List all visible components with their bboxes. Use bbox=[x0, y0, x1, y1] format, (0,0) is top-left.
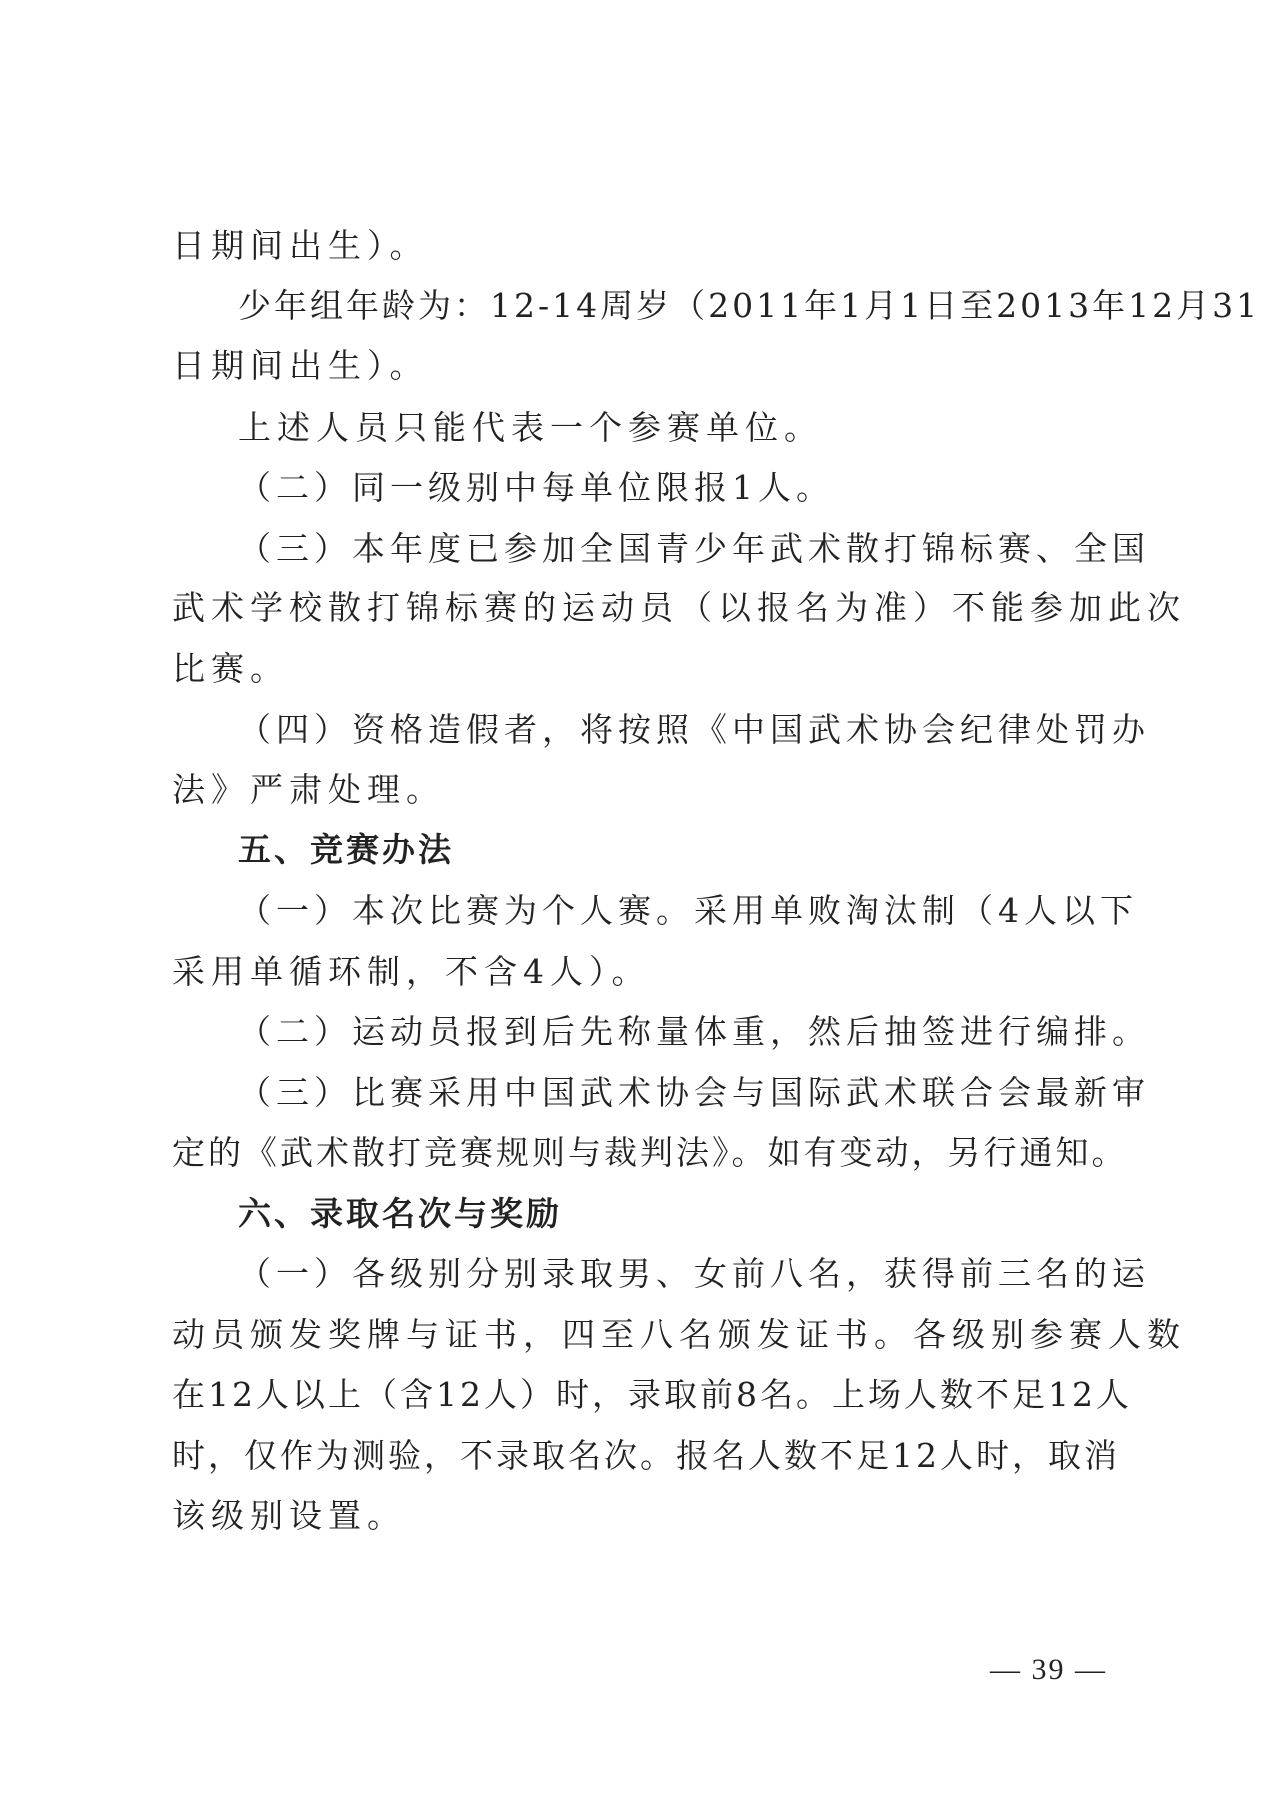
text-line: 定的《武术散打竞赛规则与裁判法》。如有变动，另行通知。 bbox=[172, 1133, 1128, 1172]
section-heading: 六、录取名次与奖励 bbox=[238, 1194, 562, 1233]
text-line: （四）资格造假者，将按照《中国武术协会纪律处罚办 bbox=[238, 710, 1150, 749]
text-line: 法》严肃处理。 bbox=[172, 770, 445, 809]
text-line: 采用单循环制，不含4人）。 bbox=[172, 952, 651, 991]
text-line: （二）同一级别中每单位限报1人。 bbox=[238, 468, 834, 507]
text-line: 武术学校散打锦标赛的运动员（以报名为准）不能参加此次 bbox=[172, 588, 1186, 627]
text-line: 动员颁发奖牌与证书，四至八名颁发证书。各级别参赛人数 bbox=[172, 1315, 1186, 1354]
text-line: 比赛。 bbox=[172, 649, 289, 688]
text-line: 少年组年龄为：12-14周岁（2011年1月1日至2013年12月31 bbox=[238, 286, 1261, 325]
text-line: 该级别设置。 bbox=[172, 1496, 406, 1535]
text-line: （一）本次比赛为个人赛。采用单败淘汰制（4人以下 bbox=[238, 891, 1138, 930]
text-line: 上述人员只能代表一个参赛单位。 bbox=[238, 408, 823, 447]
text-line: 日期间出生）。 bbox=[172, 226, 429, 265]
text-line: 日期间出生）。 bbox=[172, 346, 429, 385]
text-line: （三）本年度已参加全国青少年武术散打锦标赛、全国 bbox=[238, 529, 1150, 568]
text-line: （一）各级别分别录取男、女前八名，获得前三名的运 bbox=[238, 1254, 1150, 1293]
section-heading: 五、竞赛办法 bbox=[238, 830, 454, 869]
text-line: 时，仅作为测验，不录取名次。报名人数不足12人时，取消 bbox=[172, 1436, 1120, 1475]
text-line: （二）运动员报到后先称量体重，然后抽签进行编排。 bbox=[238, 1012, 1150, 1051]
text-line: （三）比赛采用中国武术协会与国际武术联合会最新审 bbox=[238, 1073, 1150, 1112]
page-number: — 39 — bbox=[990, 1653, 1107, 1686]
text-line: 在12人以上（含12人）时，录取前8名。上场人数不足12人 bbox=[172, 1375, 1132, 1414]
